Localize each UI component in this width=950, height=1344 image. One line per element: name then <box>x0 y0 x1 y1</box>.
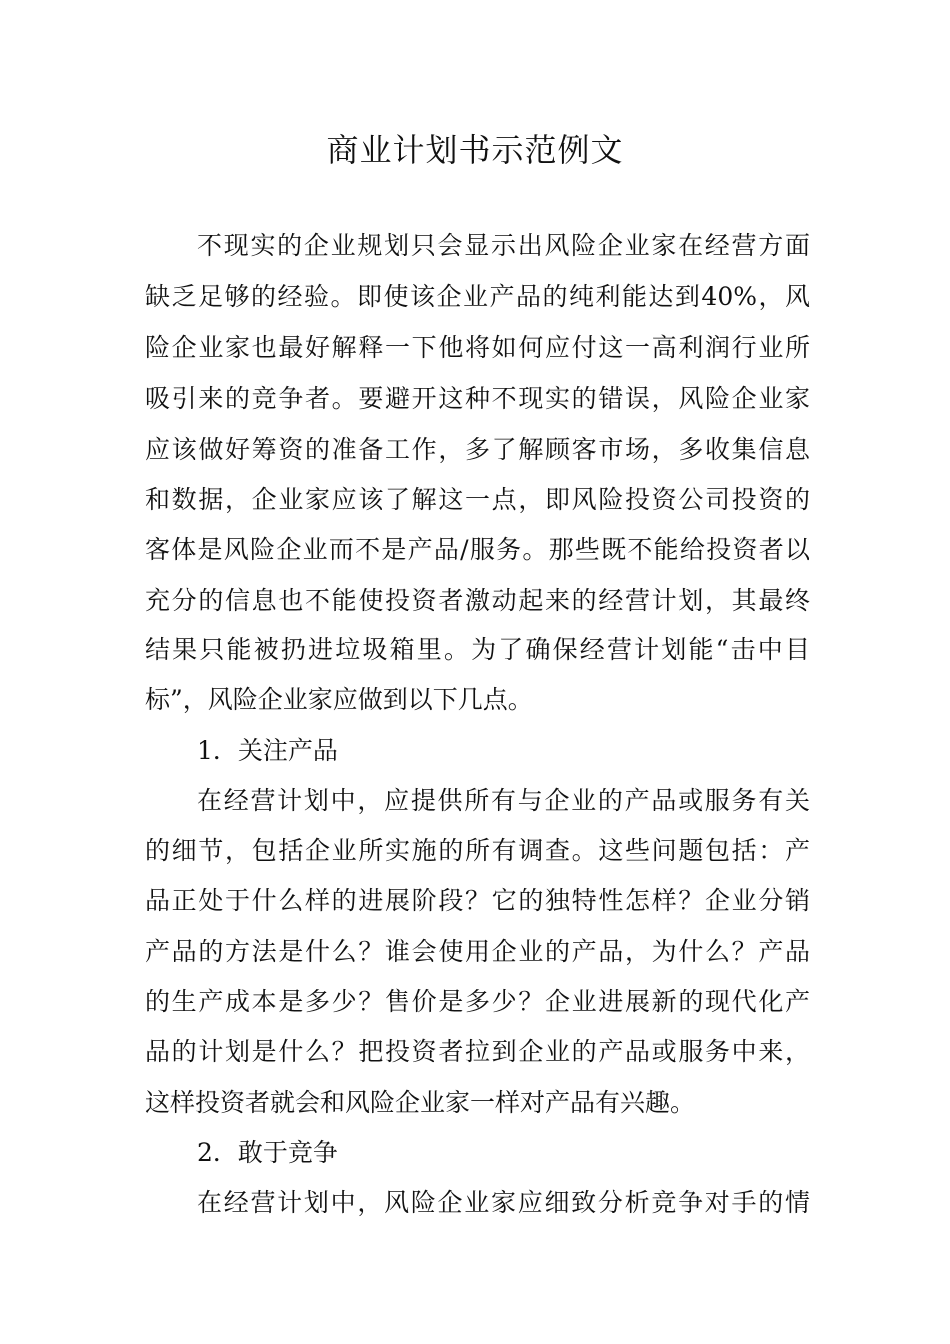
paragraph-line: 产品的方法是什么？谁会使用企业的产品，为什么？产品 <box>145 937 810 966</box>
section-heading: 2．敢于竞争 <box>197 1138 338 1167</box>
paragraph-line: 的生产成本是多少？售价是多少？企业进展新的现代化产 <box>145 987 810 1016</box>
paragraph-line: 结果只能被扔进垃圾箱里。为了确保经营计划能“击中目 <box>145 635 810 664</box>
paragraph-line: 不现实的企业规划只会显示出风险企业家在经营方面 <box>197 231 810 260</box>
paragraph-line: 和数据，企业家应该了解这一点，即风险投资公司投资的 <box>145 485 810 514</box>
document-title: 商业计划书示范例文 <box>326 131 624 169</box>
paragraph-line: 在经营计划中，应提供所有与企业的产品或服务有关 <box>197 786 810 815</box>
paragraph-line: 品正处于什么样的进展阶段？它的独特性怎样？企业分销 <box>145 886 810 915</box>
paragraph-line: 这样投资者就会和风险企业家一样对产品有兴趣。 <box>145 1088 696 1117</box>
section-heading: 1．关注产品 <box>197 736 338 765</box>
paragraph-line: 的细节，包括企业所实施的所有调查。这些问题包括：产 <box>145 836 810 865</box>
paragraph-line: 吸引来的竞争者。要避开这种不现实的错误，风险企业家 <box>145 384 810 413</box>
paragraph-line: 在经营计划中，风险企业家应细致分析竞争对手的情 <box>197 1188 810 1217</box>
paragraph-line: 客体是风险企业而不是产品/服务。那些既不能给投资者以 <box>145 535 810 564</box>
paragraph-line: 品的计划是什么？把投资者拉到企业的产品或服务中来， <box>145 1037 810 1066</box>
paragraph-line: 应该做好筹资的准备工作，多了解顾客市场，多收集信息 <box>145 435 810 464</box>
paragraph-line: 缺乏足够的经验。即使该企业产品的纯利能达到40%，风 <box>145 282 810 311</box>
paragraph-line: 险企业家也最好解释一下他将如何应付这一高利润行业所 <box>145 333 810 362</box>
paragraph-line: 充分的信息也不能使投资者激动起来的经营计划，其最终 <box>145 586 810 615</box>
paragraph-line: 标”，风险企业家应做到以下几点。 <box>145 685 533 714</box>
